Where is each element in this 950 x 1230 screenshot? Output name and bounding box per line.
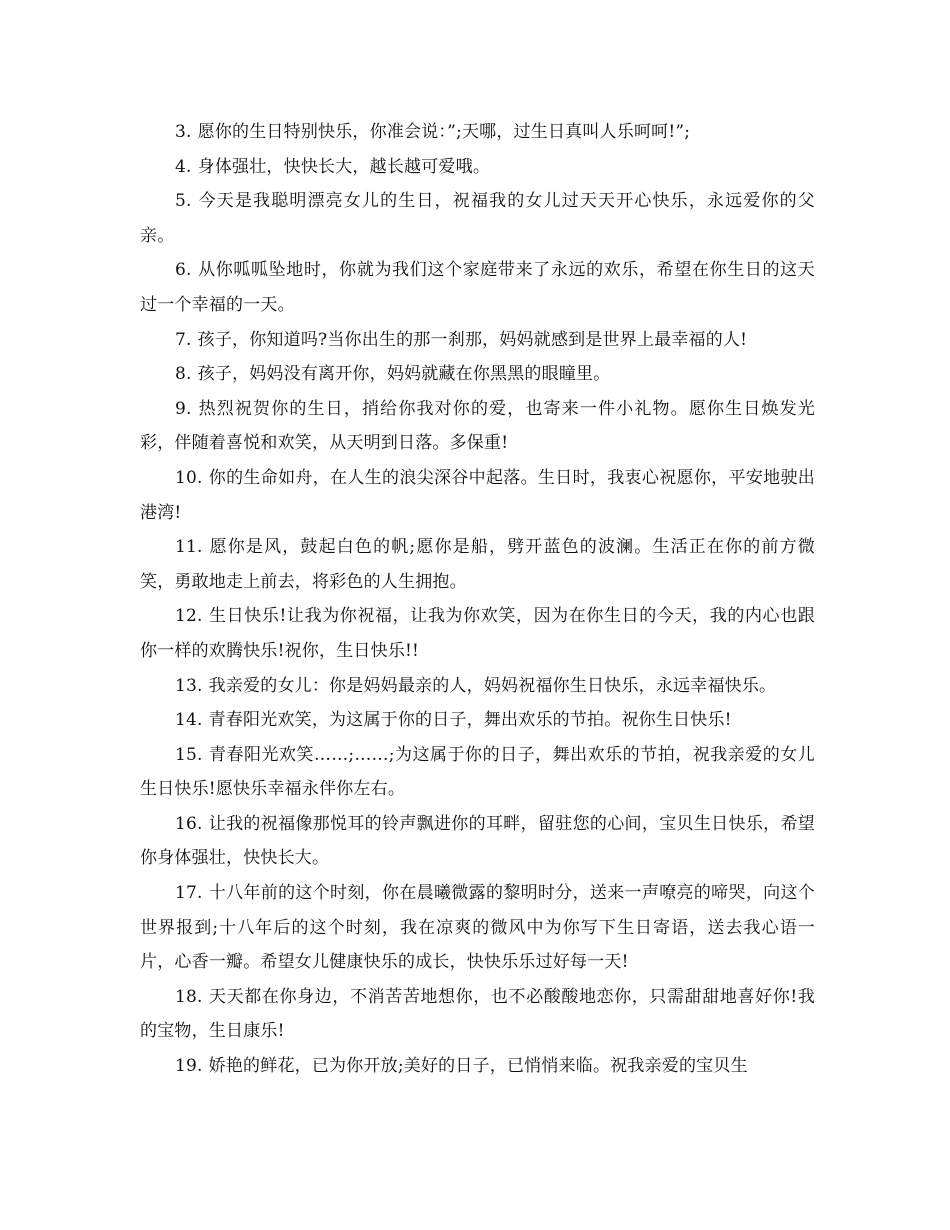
- paragraph-12: [140, 599, 815, 668]
- paragraph-18: [140, 980, 815, 1049]
- paragraph-text: 让我的祝福像那悦耳的铃声飘进你的耳畔，留驻您的心间，宝贝生日快乐，希望你身体强壮，快快长大。: [140, 813, 815, 869]
- paragraph-11: [140, 530, 815, 599]
- paragraph-text: 热烈祝贺你的生日，捎给你我对你的爱，也寄来一件小礼物。愿你生日焕发光彩，伴随着喜悦和欢笑，从天明到日落。多保重!: [140, 398, 815, 454]
- paragraph-text: 十八年前的这个时刻，你在晨曦微露的黎明时分，送来一声嘹亮的啼哭，向这个世界报到;十八年后的这个时刻，我在凉爽的微风中为你写下生日寄语，送去我心语一片，心香一瓣。希望女儿健康快乐的成长，快快乐乐过好每一天!: [140, 883, 815, 973]
- paragraph-10: [140, 461, 815, 530]
- paragraph-text: 天天都在你身边，不消苦苦地想你，也不必酸酸地恋你，只需甜甜地喜好你!我的宝物，生日康乐!: [140, 986, 815, 1042]
- paragraph-8: [140, 357, 815, 392]
- paragraph-number: 5.: [175, 191, 192, 212]
- paragraph-4: [140, 150, 815, 185]
- paragraph-5: [140, 184, 815, 253]
- paragraph-text: 生日快乐!让我为你祝福，让我为你欢笑，因为在你生日的今天，我的内心也跟你一样的欢腾快乐!祝你，生日快乐!!: [140, 606, 815, 661]
- paragraph-number: 3.: [175, 122, 192, 142]
- paragraph-3: [140, 115, 815, 150]
- paragraph-number: 15.: [175, 744, 203, 765]
- paragraph-6: [140, 253, 815, 322]
- paragraph-text: 青春阳光欢笑……;……;为这属于你的日子，舞出欢乐的节拍，祝我亲爱的女儿生日快乐!愿快乐幸福永伴你左右。: [140, 744, 815, 800]
- paragraph-15: [140, 738, 815, 807]
- document-body: [140, 115, 815, 1084]
- paragraph-17: [140, 876, 815, 980]
- paragraph-14: [140, 703, 815, 738]
- paragraph-text: 愿你是风，鼓起白色的帆;愿你是船，劈开蓝色的波澜。生活正在你的前方微笑，勇敢地走上前去，将彩色的人生拥抱。: [140, 537, 815, 592]
- paragraph-text: 从你呱呱坠地时，你就为我们这个家庭带来了永远的欢乐，希望在你生日的这天过一个幸福的一天。: [140, 260, 815, 315]
- paragraph-7: [140, 323, 815, 358]
- paragraph-16: [140, 807, 815, 876]
- paragraph-text: 孩子，你知道吗?当你出生的那一刹那，妈妈就感到是世界上最幸福的人!: [197, 329, 748, 350]
- paragraph-number: 9.: [175, 398, 192, 419]
- paragraph-number: 13.: [175, 675, 203, 696]
- paragraph-number: 4.: [175, 156, 192, 177]
- paragraph-number: 7.: [175, 329, 192, 350]
- paragraph-number: 11.: [175, 537, 203, 558]
- paragraph-number: 17.: [175, 883, 203, 904]
- paragraph-19: [140, 1049, 815, 1084]
- paragraph-text: 娇艳的鲜花，已为你开放;美好的日子，已悄悄来临。祝我亲爱的宝贝生: [208, 1056, 748, 1077]
- paragraph-text: 你的生命如舟，在人生的浪尖深谷中起落。生日时，我衷心祝愿你，平安地驶出港湾!: [140, 467, 815, 523]
- paragraph-text: 身体强壮，快快长大，越长越可爱哦。: [197, 156, 491, 177]
- paragraph-text: 孩子，妈妈没有离开你，妈妈就藏在你黑黑的眼瞳里。: [197, 364, 611, 385]
- paragraph-text: 青春阳光欢笑，为这属于你的日子，舞出欢乐的节拍。祝你生日快乐!: [208, 710, 732, 731]
- paragraph-text: 我亲爱的女儿：你是妈妈最亲的人，妈妈祝福你生日快乐，永远幸福快乐。: [208, 675, 777, 696]
- paragraph-number: 12.: [175, 606, 203, 627]
- paragraph-number: 8.: [175, 364, 192, 385]
- paragraph-text: 愿你的生日特别快乐，你准会说：”;天哪，过生日真叫人乐呵呵!”;: [197, 122, 691, 142]
- paragraph-number: 18.: [175, 986, 203, 1007]
- paragraph-text: 今天是我聪明漂亮女儿的生日，祝福我的女儿过天天开心快乐，永远爱你的父亲。: [140, 191, 815, 246]
- paragraph-number: 19.: [175, 1056, 203, 1077]
- paragraph-number: 10.: [175, 467, 203, 488]
- paragraph-number: 14.: [175, 710, 203, 731]
- paragraph-number: 6.: [175, 260, 192, 281]
- paragraph-9: [140, 392, 815, 461]
- paragraph-number: 16.: [175, 813, 203, 834]
- paragraph-13: [140, 669, 815, 704]
